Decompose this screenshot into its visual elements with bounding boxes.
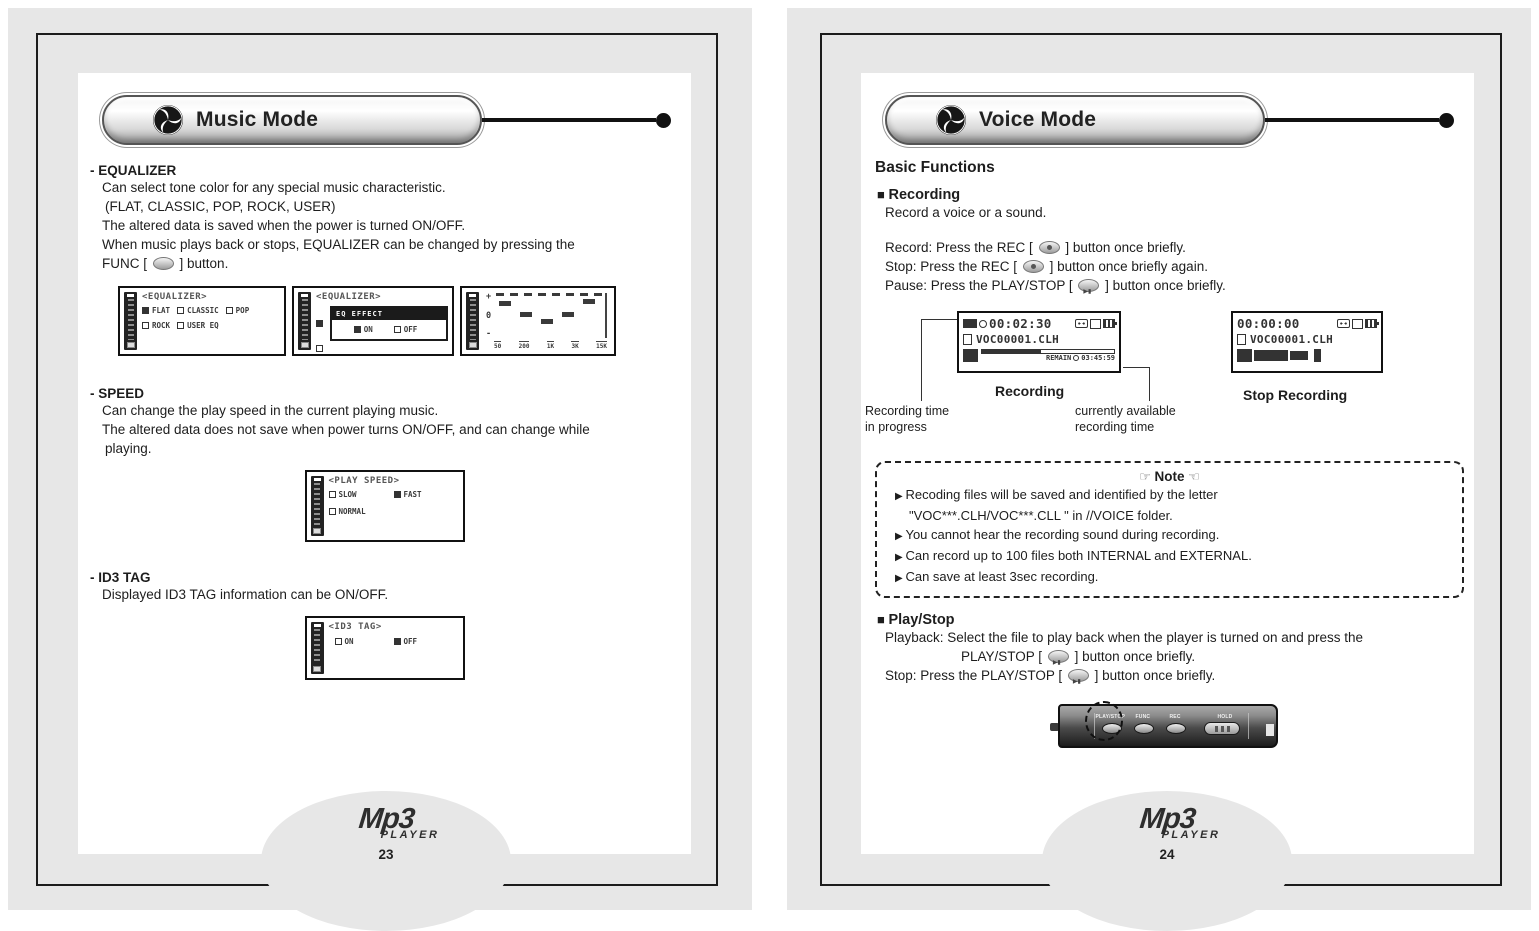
lcd-equalizer-popup xyxy=(292,286,454,356)
recording-time: 00:00:00 xyxy=(1237,316,1300,331)
header-pill xyxy=(885,95,1265,145)
play-stop-line: PLAY/STOP [ ▶▮ ] button once briefly. xyxy=(861,647,1474,666)
lcd-stop-recording xyxy=(1231,311,1383,373)
section-id3 xyxy=(90,570,685,604)
play-stop-label: PLAY/STOP xyxy=(1095,714,1126,720)
speed-body-line: Can change the play speed in the current playing music. xyxy=(102,403,439,418)
device-seam xyxy=(1248,713,1249,739)
stop-recording-caption: Stop Recording xyxy=(1243,387,1348,403)
footer xyxy=(1042,803,1292,862)
eq-option xyxy=(316,345,323,352)
equalizer-body-line: The altered data is saved when the power is turned ON/OFF. xyxy=(102,218,466,233)
recording-body-line: Record a voice or a sound. xyxy=(885,205,1047,220)
eq-graph xyxy=(484,292,610,350)
mp3-logo-player: PLAYER xyxy=(1161,829,1221,841)
header-pill xyxy=(102,95,482,145)
voc-badge-icon xyxy=(963,349,978,362)
pointing-hand-right-icon: ☞ xyxy=(1139,469,1155,484)
note-box xyxy=(875,461,1464,598)
lcd-title: <EQUALIZER> xyxy=(142,292,208,302)
eq-effect-on: ON xyxy=(354,325,373,334)
eq-effect-popup xyxy=(330,306,448,341)
pointing-hand-left-icon: ☜ xyxy=(1184,469,1200,484)
equalizer-heading: - EQUALIZER xyxy=(90,163,177,178)
note-item: ▶ Recoding files will be saved and identified by the letter xyxy=(889,485,1450,506)
remain-time: REMAIN 03:45:59 xyxy=(1045,354,1115,362)
lcd-id3-tag xyxy=(305,616,465,680)
recording-time: 00:02:30 xyxy=(989,316,1052,331)
file-icon xyxy=(1237,334,1246,345)
func-label: FUNC xyxy=(1135,714,1151,720)
play-stop-button-icon xyxy=(1048,650,1069,663)
eq-option: USER EQ xyxy=(177,321,219,330)
recording-filename: VOC00001.CLH xyxy=(976,333,1060,346)
eq-option: POP xyxy=(226,306,250,315)
page-music-mode xyxy=(8,8,752,910)
volume-gauge-icon xyxy=(298,292,311,350)
device-top-view xyxy=(1050,699,1286,753)
page-voice-mode xyxy=(787,8,1531,910)
page-content xyxy=(78,73,691,854)
highlight-dashed-circle xyxy=(1085,701,1123,741)
play-stop-button-icon xyxy=(1068,669,1089,682)
note-item: ▶ Can record up to 100 files both INTERNAL and EXTERNAL. xyxy=(889,546,1450,567)
volume-gauge-icon xyxy=(466,292,479,350)
page-number: 24 xyxy=(1159,847,1175,862)
swirl-logo-icon xyxy=(935,104,967,136)
mp3-logo-player: PLAYER xyxy=(380,829,440,841)
header-rule xyxy=(482,118,656,122)
note-item: ▶ Can save at least 3sec recording. xyxy=(889,567,1450,588)
recording-figures xyxy=(861,307,1474,445)
play-stop-heading: ■ Play/Stop xyxy=(877,612,1474,628)
volume-gauge-icon xyxy=(311,476,324,536)
eq-option: FLAT xyxy=(142,306,170,315)
mp3-logo: Mp3 xyxy=(1137,803,1197,835)
id3-option: ON xyxy=(335,637,387,646)
recording-progress-bar xyxy=(981,349,1115,354)
equalizer-body-line: Can select tone color for any special music characteristic. xyxy=(102,180,446,195)
file-icon xyxy=(963,334,972,345)
voc-badge-icon xyxy=(1237,349,1252,362)
speed-option: SLOW xyxy=(329,490,387,499)
volume-gauge-icon xyxy=(124,292,137,350)
func-button xyxy=(1134,723,1154,734)
clock-icon xyxy=(1073,355,1079,361)
hold-label: HOLD xyxy=(1217,714,1233,720)
recording-step-line: Record: Press the REC [ ] button once briefly. xyxy=(885,240,1186,255)
footer xyxy=(261,803,511,862)
equalizer-body-line: FUNC [ ] button. xyxy=(102,256,229,271)
recording-heading: ■ Recording xyxy=(877,187,1474,203)
note-item: ▶ You cannot hear the recording sound during recording. xyxy=(889,525,1450,546)
level-badge-icon xyxy=(1314,349,1321,362)
page-content xyxy=(861,73,1474,854)
annotation-available-time: currently available recording time xyxy=(1075,404,1176,434)
equalizer-body-line: (FLAT, CLASSIC, POP, ROCK, USER) xyxy=(105,199,336,214)
speed-option: NORMAL xyxy=(329,507,366,516)
page-header xyxy=(102,95,691,145)
lcd-title: <EQUALIZER> xyxy=(316,292,382,302)
memory-icon xyxy=(1352,319,1363,329)
swirl-logo-icon xyxy=(152,104,184,136)
hold-switch xyxy=(1204,722,1240,735)
cassette-icon xyxy=(1337,319,1350,328)
recording-filename: VOC00001.CLH xyxy=(1250,333,1334,346)
mp3-logo: Mp3 xyxy=(356,803,416,835)
lcd-recording xyxy=(957,311,1121,373)
speed-heading: - SPEED xyxy=(90,386,145,401)
eq-band-bar xyxy=(520,312,532,317)
lcd-play-speed xyxy=(305,470,465,542)
mode-badge-icon xyxy=(1290,351,1308,360)
section-speed xyxy=(90,386,685,458)
rec-button-icon xyxy=(1023,260,1044,273)
recording-caption: Recording xyxy=(995,383,1065,399)
annotation-line xyxy=(921,319,957,320)
page-title: Music Mode xyxy=(196,108,319,131)
annotation-recording-time: Recording time in progress xyxy=(865,404,950,434)
basic-functions-heading: Basic Functions xyxy=(875,159,995,176)
eq-option: CLASSIC xyxy=(177,306,219,315)
lcd-equalizer-graph xyxy=(460,286,616,356)
lcd-title: <ID3 TAG> xyxy=(328,622,382,632)
eq-graph-x-axis: 50 200 1K 3K 15K xyxy=(494,343,607,350)
id3-heading: - ID3 TAG xyxy=(90,570,151,585)
device-notch xyxy=(1266,724,1274,736)
section-equalizer xyxy=(90,163,685,273)
header-dot xyxy=(656,113,671,128)
eq-option: ROCK xyxy=(142,321,170,330)
header-rule xyxy=(1265,118,1439,122)
equalizer-body-line: When music plays back or stops, EQUALIZER can be changed by pressing the xyxy=(102,237,575,252)
recording-step-line: Pause: Press the PLAY/STOP [ ▶▮ ] button once briefly. xyxy=(861,276,1474,295)
rec-mode-icon xyxy=(963,319,977,328)
speed-option: FAST xyxy=(394,490,422,499)
note-title: ☞ Note ☜ xyxy=(1139,469,1200,484)
eq-graph-plot xyxy=(496,293,607,338)
speed-body-line: playing. xyxy=(105,441,152,456)
rec-label: REC xyxy=(1169,714,1181,720)
annotation-line xyxy=(921,319,922,401)
popup-title: EQ EFFECT xyxy=(332,308,446,320)
eq-band-bar xyxy=(583,299,595,304)
play-stop-line: Stop: Press the PLAY/STOP [ ▶▮ ] button once briefly. xyxy=(861,666,1474,685)
play-stop-button-icon xyxy=(1078,279,1099,292)
page-header xyxy=(885,95,1474,145)
note-item-continuation: "VOC***.CLH/VOC***.CLL " in //VOICE folder. xyxy=(909,508,1173,523)
lcd-title: <PLAY SPEED> xyxy=(328,476,400,486)
rec-button-icon xyxy=(1039,241,1060,254)
annotation-line xyxy=(1123,367,1149,368)
cassette-icon xyxy=(1075,319,1088,328)
eq-band-bar xyxy=(562,312,574,317)
lcd-equalizer-select xyxy=(118,286,286,356)
eq-graph-y-axis: + 0 - xyxy=(485,292,492,339)
battery-icon xyxy=(1103,319,1115,328)
eq-band-bar xyxy=(541,319,553,324)
page-title: Voice Mode xyxy=(979,108,1097,131)
id3-option: OFF xyxy=(394,637,418,646)
quality-badge-icon xyxy=(1254,350,1288,361)
play-stop-line: Playback: Select the file to play back when the player is turned on and press the xyxy=(885,630,1364,645)
equalizer-lcd-figures xyxy=(118,286,691,356)
id3-body-line: Displayed ID3 TAG information can be ON/OFF. xyxy=(102,587,389,602)
recording-step-line: Stop: Press the REC [ ] button once briefly again. xyxy=(885,259,1208,274)
eq-option xyxy=(316,320,323,327)
header-dot xyxy=(1439,113,1454,128)
memory-icon xyxy=(1090,319,1101,329)
clock-icon xyxy=(979,320,987,328)
speed-body-line: The altered data does not save when power turns ON/OFF, and can change while xyxy=(102,422,590,437)
rec-button xyxy=(1166,723,1186,734)
annotation-line xyxy=(1149,367,1150,401)
volume-gauge-icon xyxy=(311,622,324,674)
battery-icon xyxy=(1365,319,1377,328)
eq-band-bar xyxy=(499,301,511,306)
eq-effect-off: OFF xyxy=(394,325,418,334)
func-button-icon xyxy=(153,257,174,270)
page-number: 23 xyxy=(378,847,394,862)
